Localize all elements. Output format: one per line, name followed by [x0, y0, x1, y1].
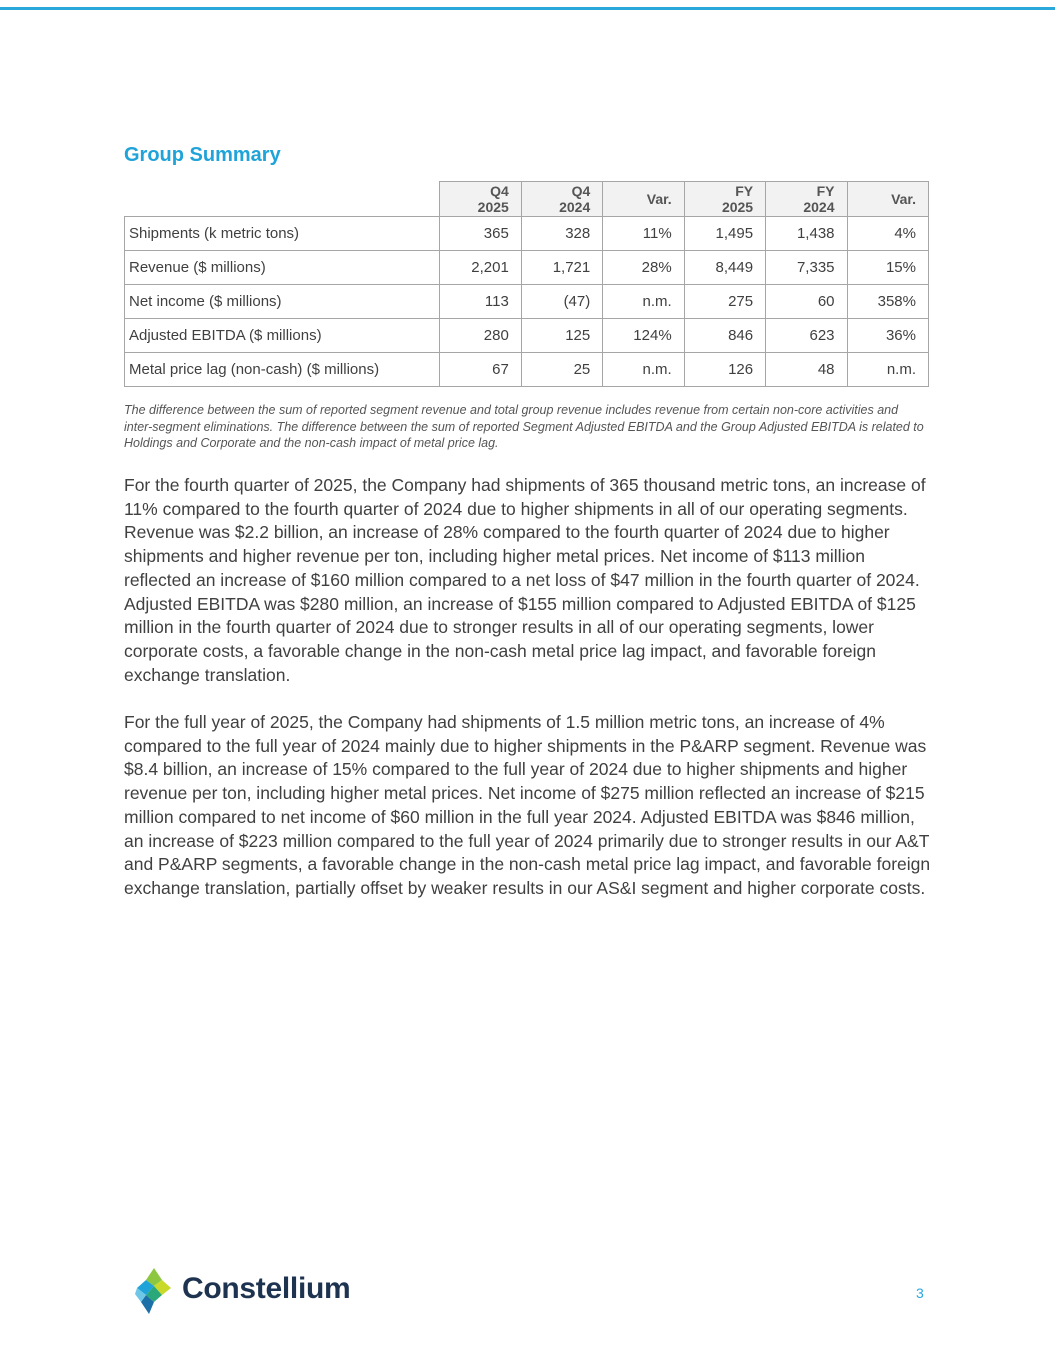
table-cell: 2,201: [440, 251, 521, 285]
table-cell: 365: [440, 217, 521, 251]
table-cell: (47): [521, 285, 602, 319]
table-cell: 28%: [603, 251, 684, 285]
column-header: FY 2024: [766, 182, 847, 217]
group-summary-table: [124, 181, 929, 387]
table-cell: 280: [440, 319, 521, 353]
column-header: Var.: [847, 182, 928, 217]
header-accent-rule: [0, 7, 1055, 10]
paragraph-q4-summary: For the fourth quarter of 2025, the Company had shipments of 365 thousand metric tons, an increase of 11% compared to the fourth quarter of 2024 due to higher shipments in all of our operating segments. Revenue was $2.2 billion, an increase of 28% compared to the fourth quarter of 2024 due to higher shipments and higher revenue per ton, including higher metal prices. Net income of $113 million reflected an increase of $160 million compared to a net loss of $47 million in the fourth quarter of 2024. Adjusted EBITDA was $280 million, an increase of $155 million compared to Adjusted EBITDA of $125 million in the fourth quarter of 2024 due to stronger results in all of our operating segments, lower corporate costs, a favorable change in the non-cash metal price lag impact, and favorable foreign exchange translation.: [124, 475, 926, 685]
table-row: [125, 285, 929, 319]
constellium-logo-icon: [135, 1268, 173, 1314]
column-header: FY 2025: [684, 182, 765, 217]
table-cell: 358%: [847, 285, 928, 319]
table-cell: 275: [684, 285, 765, 319]
paragraph-fy-summary: For the full year of 2025, the Company had shipments of 1.5 million metric tons, an increase of 4% compared to the full year of 2024 mainly due to higher shipments in the P&ARP segment. Revenue was $8.4 billion, an increase of 15% compared to the full year of 2024 due to higher shipments and higher revenue per ton, including higher metal prices. Net income of $275 million reflected an increase of $215 million compared to net income of $60 million in the full year 2024. Adjusted EBITDA was $846 million, an increase of $223 million compared to the full year of 2024 primarily due to stronger results in our A&T and P&ARP segments, a favorable change in the non-cash metal price lag impact, and favorable foreign exchange translation, partially offset by weaker results in our AS&I segment and higher corporate costs.: [124, 712, 931, 898]
table-cell: 1,495: [684, 217, 765, 251]
table-cell: n.m.: [847, 353, 928, 387]
row-label: Shipments (k metric tons): [125, 217, 440, 251]
table-row: [125, 353, 929, 387]
table-cell: 113: [440, 285, 521, 319]
row-label: Metal price lag (non-cash) ($ millions): [125, 353, 440, 387]
table-cell: 124%: [603, 319, 684, 353]
column-header: Q4 2025: [440, 182, 521, 217]
row-label: Revenue ($ millions): [125, 251, 440, 285]
table-cell: 36%: [847, 319, 928, 353]
table-cell: n.m.: [603, 353, 684, 387]
table-cell: 8,449: [684, 251, 765, 285]
table-cell: 15%: [847, 251, 928, 285]
column-header: Var.: [603, 182, 684, 217]
table-cell: 60: [766, 285, 847, 319]
table-cell: 11%: [603, 217, 684, 251]
table-cell: n.m.: [603, 285, 684, 319]
table-cell: 25: [521, 353, 602, 387]
table-cell: 1,438: [766, 217, 847, 251]
constellium-logo: [130, 1262, 350, 1322]
page-number: 3: [916, 1285, 924, 1301]
table-cell: 328: [521, 217, 602, 251]
row-label: Adjusted EBITDA ($ millions): [125, 319, 440, 353]
table-cell: 125: [521, 319, 602, 353]
table-cell: 7,335: [766, 251, 847, 285]
row-label: Net income ($ millions): [125, 285, 440, 319]
table-row: [125, 217, 929, 251]
table-cell: 623: [766, 319, 847, 353]
column-header: Q4 2024: [521, 182, 602, 217]
table-row: [125, 251, 929, 285]
logo-wordmark: Constellium: [182, 1272, 351, 1305]
table-cell: 67: [440, 353, 521, 387]
table-footnote: The difference between the sum of reported segment revenue and total group revenue includes revenue from certain non-core activities and inter-segment eliminations. The difference between the sum of reported Segment Adjusted EBITDA and the Group Adjusted EBITDA is related to Holdings and Corporate and the non-cash impact of metal price lag.: [124, 403, 924, 450]
table-cell: 126: [684, 353, 765, 387]
section-title: Group Summary: [124, 144, 281, 166]
table-row: [125, 319, 929, 353]
table-cell: 4%: [847, 217, 928, 251]
table-cell: 1,721: [521, 251, 602, 285]
table-cell: 48: [766, 353, 847, 387]
table-header-blank: [125, 182, 440, 217]
table-cell: 846: [684, 319, 765, 353]
table-header-row: [125, 182, 929, 217]
